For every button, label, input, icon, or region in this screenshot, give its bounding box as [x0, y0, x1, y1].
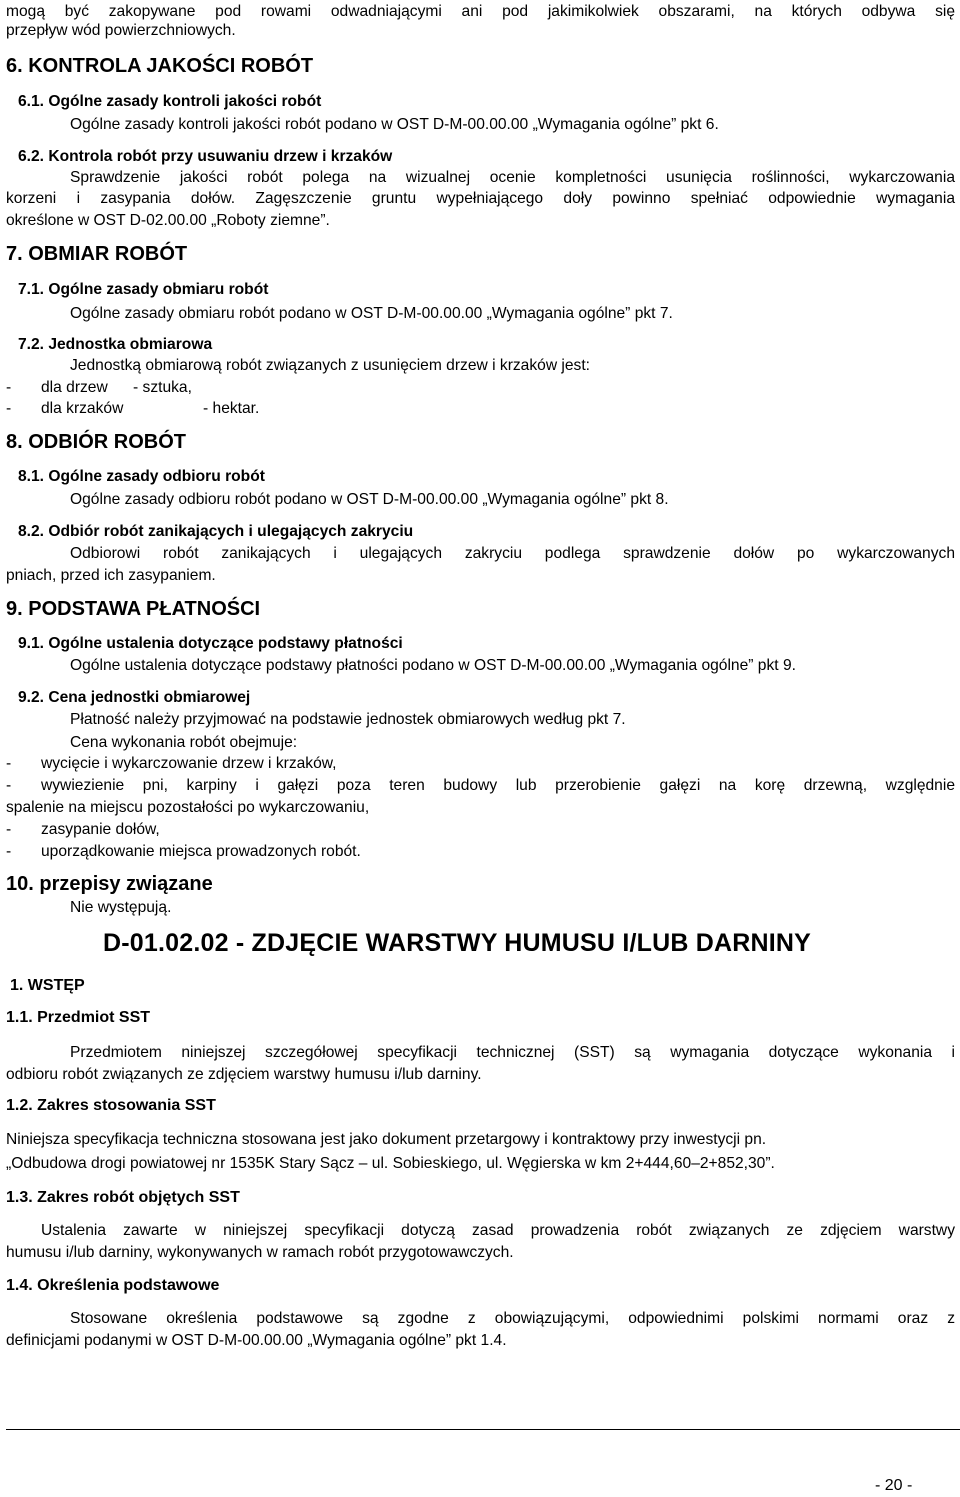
list-item: dla drzew: [41, 379, 108, 396]
paragraph-line: Cena wykonania robót obejmuje:: [70, 734, 298, 751]
subsection-title: 1.2. Zakres stosowania SST: [6, 1097, 216, 1114]
paragraph-line: Ogólne zasady odbioru robót podano w OST D-M-00.00.00 „Wymagania ogólne” pkt 8.: [70, 491, 669, 508]
list-item: wywiezienie pni, karpiny i gałęzi poza teren budowy lub przerobienie gałęzi na korę drzewną, względnie: [41, 777, 955, 794]
paragraph-line: Niniejsza specyfikacja techniczna stosowana jest jako dokument przetargowy i kontraktowy przy inwestycji pn.: [6, 1131, 767, 1148]
subsection-title: 8.1. Ogólne zasady odbioru robót: [18, 468, 265, 485]
list-item-value: - sztuka,: [133, 379, 192, 396]
subsection-title: 9.2. Cena jednostki obmiarowej: [18, 689, 251, 706]
paragraph-line: Ogólne zasady kontroli jakości robót podano w OST D-M-00.00.00 „Wymagania ogólne” pkt 6.: [70, 116, 719, 133]
paragraph-line: humusu i/lub darniny, wykonywanych w ramach robót przygotowawczych.: [6, 1244, 514, 1261]
subsection-title: 6.1. Ogólne zasady kontroli jakości robót: [18, 93, 322, 110]
section-heading: 10. przepisy związane: [6, 873, 213, 895]
subsection-title: 9.1. Ogólne ustalenia dotyczące podstawy płatności: [18, 635, 403, 652]
paragraph-line: korzeni i zasypania dołów. Zagęszczenie gruntu wypełniającego doły powinno spełniać odpowiednie wymagania: [6, 190, 955, 207]
paragraph-line: Ustalenia zawarte w niniejszej specyfikacji dotyczą zasad prowadzenia robót związanych ze zdjęciem warstwy: [41, 1222, 955, 1239]
subsection-title: 1.1. Przedmiot SST: [6, 1009, 151, 1026]
section-heading: 6. KONTROLA JAKOŚCI ROBÓT: [6, 55, 314, 77]
section-heading: 8. ODBIÓR ROBÓT: [6, 431, 187, 453]
list-dash: -: [6, 777, 12, 794]
section-heading: 1. WSTĘP: [10, 977, 85, 994]
section-heading: 7. OBMIAR ROBÓT: [6, 243, 188, 265]
paragraph-line: przepływ wód powierzchniowych.: [6, 22, 236, 39]
footer-divider: [6, 1429, 960, 1430]
paragraph-line: definicjami podanymi w OST D-M-00.00.00 „Wymagania ogólne” pkt 1.4.: [6, 1332, 507, 1349]
paragraph-line: odbioru robót związanych ze zdjęciem warstwy humusu i/lub darniny.: [6, 1066, 482, 1083]
subsection-title: 1.3. Zakres robót objętych SST: [6, 1189, 240, 1206]
paragraph-line: „Odbudowa drogi powiatowej nr 1535K Stary Sącz – ul. Sobieskiego, ul. Węgierska w km 2+444,60–2+852,30”.: [6, 1155, 775, 1172]
subsection-title: 6.2. Kontrola robót przy usuwaniu drzew i krzaków: [18, 148, 393, 165]
list-item: zasypanie dołów,: [41, 821, 160, 838]
list-item: wycięcie i wykarczowanie drzew i krzaków,: [41, 755, 337, 772]
list-item: dla krzaków: [41, 400, 124, 417]
list-dash: -: [6, 379, 12, 396]
paragraph-line: Stosowane określenia podstawowe są zgodne z obowiązującymi, odpowiednimi polskimi normami oraz z: [70, 1310, 955, 1327]
paragraph-line: Płatność należy przyjmować na podstawie jednostek obmiarowych według pkt 7.: [70, 711, 626, 728]
list-dash: -: [6, 843, 12, 860]
list-dash: -: [6, 821, 12, 838]
paragraph-line: mogą być zakopywane pod rowami odwadniającymi ani pod jakimikolwiek obszarami, na których odbywa się: [6, 3, 955, 20]
section-heading: 9. PODSTAWA PŁATNOŚCI: [6, 598, 261, 620]
list-item: uporządkowanie miejsca prowadzonych robót.: [41, 843, 361, 860]
subsection-title: 7.2. Jednostka obmiarowa: [18, 336, 213, 353]
document-title: D-01.02.02 - ZDJĘCIE WARSTWY HUMUSU I/LUB DARNINY: [103, 929, 812, 957]
subsection-title: 8.2. Odbiór robót zanikających i ulegających zakryciu: [18, 523, 414, 540]
list-dash: -: [6, 400, 12, 417]
page-number: - 20 -: [875, 1477, 913, 1494]
list-item-value: - hektar.: [203, 400, 260, 417]
paragraph-line: pniach, przed ich zasypaniem.: [6, 567, 216, 584]
paragraph-line: Nie występują.: [70, 899, 172, 916]
paragraph-line: określone w OST D-02.00.00 „Roboty ziemne”.: [6, 212, 330, 229]
subsection-title: 7.1. Ogólne zasady obmiaru robót: [18, 281, 269, 298]
paragraph-line: Jednostką obmiarową robót związanych z usunięciem drzew i krzaków jest:: [70, 357, 591, 374]
list-item: spalenie na miejscu pozostałości po wykarczowaniu,: [6, 799, 370, 816]
subsection-title: 1.4. Określenia podstawowe: [6, 1277, 220, 1294]
paragraph-line: Przedmiotem niniejszej szczegółowej specyfikacji technicznej (SST) są wymagania dotyczące wykonania i: [70, 1044, 955, 1061]
paragraph-line: Odbiorowi robót zanikających i ulegających zakryciu podlega sprawdzenie dołów po wykarczowanych: [70, 545, 955, 562]
list-dash: -: [6, 755, 12, 772]
paragraph-line: Sprawdzenie jakości robót polega na wizualnej ocenie kompletności usunięcia roślinności, wykarczowania: [70, 169, 955, 186]
paragraph-line: Ogólne ustalenia dotyczące podstawy płatności podano w OST D-M-00.00.00 „Wymagania ogólne” pkt 9.: [70, 657, 796, 674]
paragraph-line: Ogólne zasady obmiaru robót podano w OST D-M-00.00.00 „Wymagania ogólne” pkt 7.: [70, 305, 673, 322]
